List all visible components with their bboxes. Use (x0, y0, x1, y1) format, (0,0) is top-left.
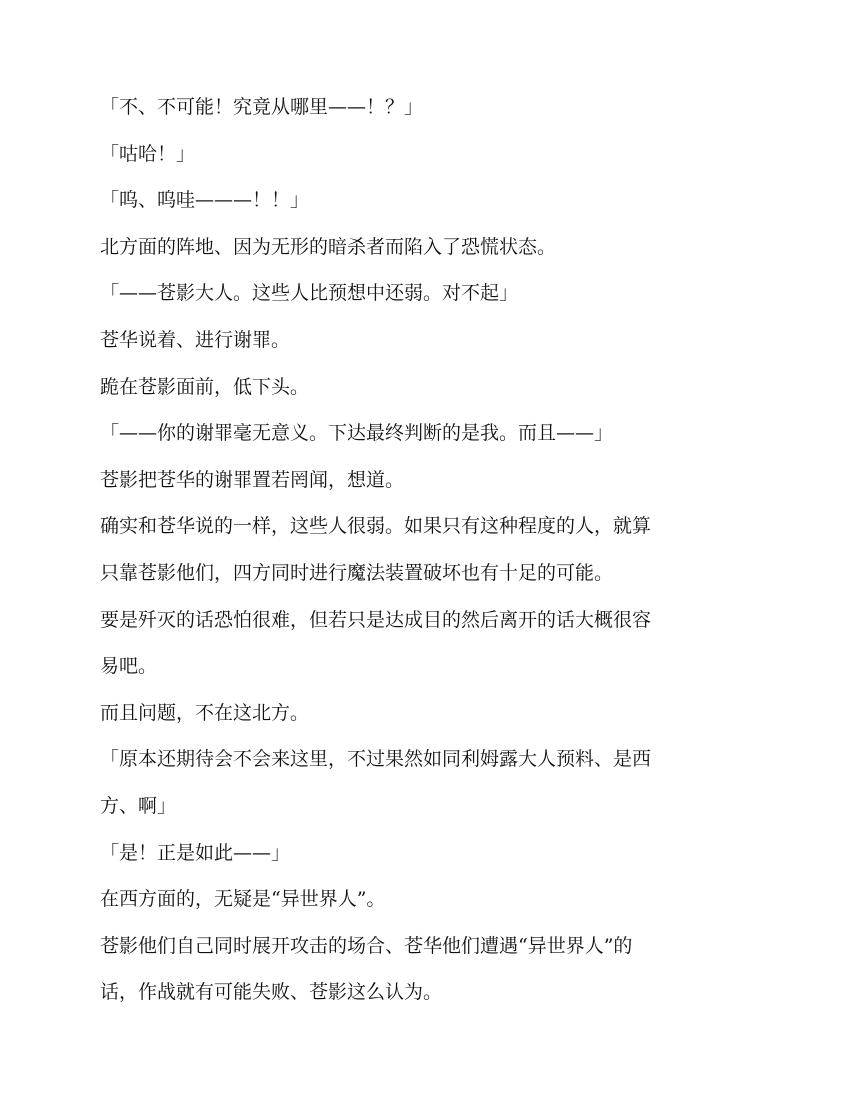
text-line: 「咕哈！」 (100, 142, 196, 165)
text-line: 要是歼灭的话恐怕很难，但若只是达成目的然后离开的话大概很容 (100, 608, 652, 631)
text-line: 「——你的谢罪毫无意义。下达最终判断的是我。而且——」 (100, 422, 614, 445)
text-line: 话，作战就有可能失败、苍影这么认为。 (100, 981, 443, 1004)
text-line: 「原本还期待会不会来这里，不过果然如同利姆露大人预料、是西 (100, 748, 652, 771)
text-line: 跪在苍影面前，低下头。 (100, 375, 310, 398)
text-line: 北方面的阵地、因为无形的暗杀者而陷入了恐慌状态。 (100, 235, 557, 258)
text-line: 苍华说着、进行谢罪。 (100, 328, 291, 351)
text-line: 确实和苍华说的一样，这些人很弱。如果只有这种程度的人，就算 (100, 515, 652, 538)
text-line: 「——苍影大人。这些人比预想中还弱。对不起」 (100, 282, 519, 305)
text-line: 只靠苍影他们，四方同时进行魔法装置破坏也有十足的可能。 (100, 561, 614, 584)
text-line: 而且问题，不在这北方。 (100, 701, 310, 724)
text-line: 方、啊」 (100, 794, 177, 817)
text-line: 苍影把苍华的谢罪置若罔闻，想道。 (100, 468, 405, 491)
text-line: 「是！正是如此——」 (100, 841, 291, 864)
body-text (100, 94, 740, 1026)
text-line: 苍影他们自己同时展开攻击的场合、苍华他们遭遇“异世界人”的 (100, 934, 633, 957)
text-line: 在西方面的，无疑是“异世界人”。 (100, 888, 386, 911)
text-line: 「呜、呜哇———！！」 (100, 189, 310, 212)
text-line: 易吧。 (100, 655, 158, 678)
text-line: 「不、不可能！究竟从哪里——！？」 (100, 96, 424, 118)
